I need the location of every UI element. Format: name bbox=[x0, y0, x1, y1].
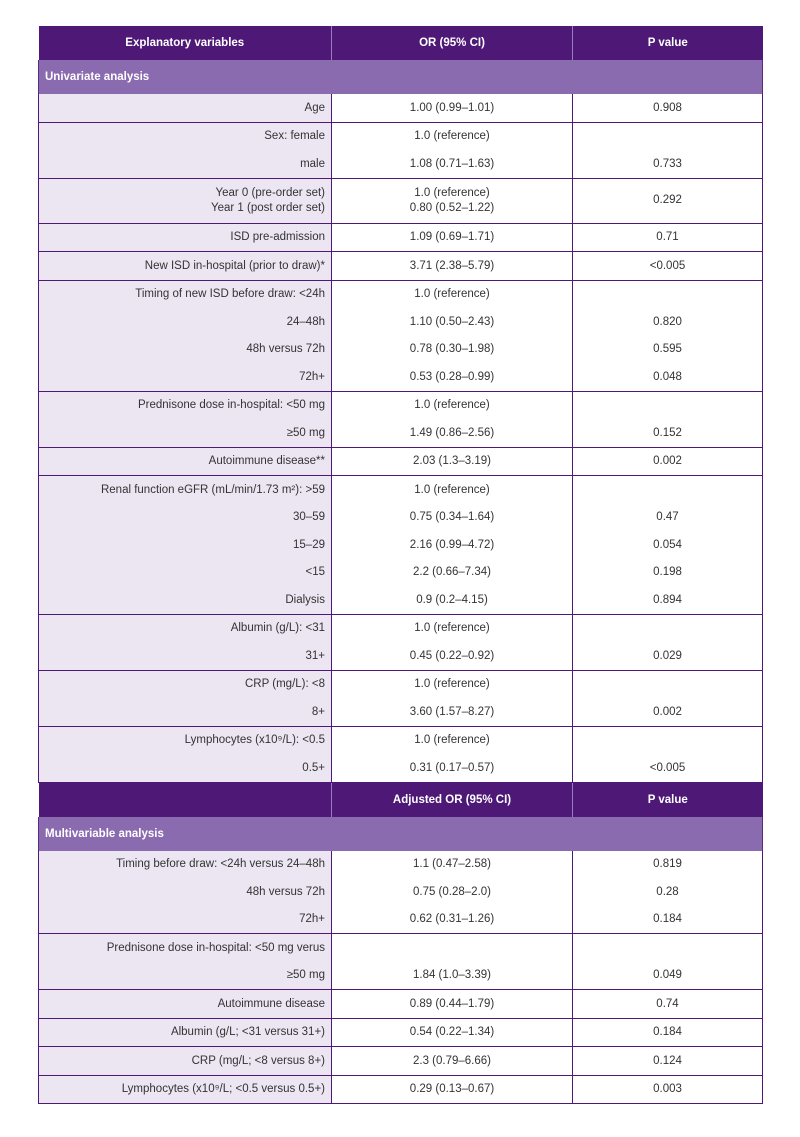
odds-ratio: 0.9 (0.2–4.15) bbox=[332, 586, 573, 614]
table-header bbox=[39, 26, 763, 60]
p-value: 0.002 bbox=[573, 698, 763, 726]
odds-ratio: 1.10 (0.50–2.43) bbox=[332, 308, 573, 336]
p-value: 0.819 bbox=[573, 851, 763, 879]
odds-ratio: 1.0 (reference) bbox=[332, 391, 573, 419]
odds-ratio: 0.75 (0.34–1.64) bbox=[332, 504, 573, 532]
p-value: 0.894 bbox=[573, 586, 763, 614]
odds-ratio: 0.31 (0.17–0.57) bbox=[332, 754, 573, 782]
table-row bbox=[39, 642, 763, 670]
header-adjusted-or: Adjusted OR (95% CI) bbox=[332, 782, 573, 817]
p-value: <0.005 bbox=[573, 252, 763, 281]
p-value: 0.28 bbox=[573, 878, 763, 906]
table-row bbox=[39, 94, 763, 122]
table-row bbox=[39, 531, 763, 559]
odds-ratio: 2.2 (0.66–7.34) bbox=[332, 559, 573, 587]
odds-ratio-line: 0.80 (0.52–1.22) bbox=[409, 201, 495, 214]
table-row bbox=[39, 698, 763, 726]
variable-label: ≥50 mg bbox=[39, 419, 332, 447]
table-row bbox=[39, 670, 763, 698]
table-row bbox=[39, 363, 763, 391]
p-value: 0.820 bbox=[573, 308, 763, 336]
variable-label: 72h+ bbox=[39, 363, 332, 391]
p-value: 0.733 bbox=[573, 150, 763, 178]
odds-ratio: 0.75 (0.28–2.0) bbox=[332, 878, 573, 906]
odds-ratio-table bbox=[38, 26, 763, 1104]
p-value: 0.124 bbox=[573, 1047, 763, 1076]
p-value: 0.152 bbox=[573, 419, 763, 447]
header-variables bbox=[39, 782, 332, 817]
table-row bbox=[39, 223, 763, 252]
table-row bbox=[39, 754, 763, 782]
variable-label: 0.5+ bbox=[39, 754, 332, 782]
p-value: 0.908 bbox=[573, 94, 763, 122]
odds-ratio bbox=[332, 934, 573, 962]
p-value: 0.71 bbox=[573, 223, 763, 252]
p-value: 0.595 bbox=[573, 336, 763, 364]
table-row bbox=[39, 1018, 763, 1047]
variable-label: 31+ bbox=[39, 642, 332, 670]
p-value: 0.198 bbox=[573, 559, 763, 587]
section-title: Univariate analysis bbox=[39, 60, 763, 94]
p-value bbox=[573, 476, 763, 504]
p-value: 0.054 bbox=[573, 531, 763, 559]
p-value: 0.184 bbox=[573, 1018, 763, 1047]
variable-label: male bbox=[39, 150, 332, 178]
odds-ratio: 0.78 (0.30–1.98) bbox=[332, 336, 573, 364]
variable-label: 15–29 bbox=[39, 531, 332, 559]
p-value bbox=[573, 670, 763, 698]
table-row bbox=[39, 391, 763, 419]
section-univariate bbox=[39, 60, 763, 94]
table-row bbox=[39, 586, 763, 614]
p-value: 0.003 bbox=[573, 1075, 763, 1104]
odds-ratio: 2.03 (1.3–3.19) bbox=[332, 447, 573, 476]
variable-label: Albumin (g/L): <31 bbox=[39, 614, 332, 642]
variable-label: 24–48h bbox=[39, 308, 332, 336]
variable-label: CRP (mg/L): <8 bbox=[39, 670, 332, 698]
odds-ratio: 1.49 (0.86–2.56) bbox=[332, 419, 573, 447]
table-row bbox=[39, 419, 763, 447]
variable-label bbox=[39, 178, 332, 223]
table-row bbox=[39, 150, 763, 178]
p-value: 0.002 bbox=[573, 447, 763, 476]
variable-label: 48h versus 72h bbox=[39, 878, 332, 906]
variable-label: <15 bbox=[39, 559, 332, 587]
table-row bbox=[39, 280, 763, 308]
p-value: 0.029 bbox=[573, 642, 763, 670]
variable-label: Dialysis bbox=[39, 586, 332, 614]
odds-ratio: 0.29 (0.13–0.67) bbox=[332, 1075, 573, 1104]
table-row bbox=[39, 504, 763, 532]
variable-label: Autoimmune disease** bbox=[39, 447, 332, 476]
p-value bbox=[573, 280, 763, 308]
variable-label-line: Year 0 (pre-order set) bbox=[215, 186, 325, 199]
table-row bbox=[39, 851, 763, 879]
odds-ratio: 1.0 (reference) bbox=[332, 280, 573, 308]
variable-label: 30–59 bbox=[39, 504, 332, 532]
section-multivariable bbox=[39, 817, 763, 851]
table-row bbox=[39, 336, 763, 364]
table-row bbox=[39, 178, 763, 223]
odds-ratio: 1.0 (reference) bbox=[332, 122, 573, 150]
section-title: Multivariable analysis bbox=[39, 817, 763, 851]
odds-ratio: 3.71 (2.38–5.79) bbox=[332, 252, 573, 281]
odds-ratio: 1.0 (reference) bbox=[332, 670, 573, 698]
variable-label: Lymphocytes (x10⁹/L): <0.5 bbox=[39, 726, 332, 754]
table-row bbox=[39, 614, 763, 642]
p-value bbox=[573, 614, 763, 642]
odds-ratio: 1.08 (0.71–1.63) bbox=[332, 150, 573, 178]
variable-label: 8+ bbox=[39, 698, 332, 726]
header-p-value: P value bbox=[573, 782, 763, 817]
variable-label: ≥50 mg bbox=[39, 962, 332, 990]
table-header-adjusted bbox=[39, 782, 763, 817]
table-row bbox=[39, 252, 763, 281]
table-row bbox=[39, 878, 763, 906]
p-value bbox=[573, 934, 763, 962]
table-row bbox=[39, 726, 763, 754]
variable-label: 72h+ bbox=[39, 906, 332, 934]
variable-label: Autoimmune disease bbox=[39, 990, 332, 1019]
variable-label: ISD pre-admission bbox=[39, 223, 332, 252]
variable-label-line: Year 1 (post order set) bbox=[211, 201, 325, 214]
variable-label: Albumin (g/L; <31 versus 31+) bbox=[39, 1018, 332, 1047]
header-or: OR (95% CI) bbox=[332, 26, 573, 60]
odds-ratio: 0.53 (0.28–0.99) bbox=[332, 363, 573, 391]
table-row bbox=[39, 962, 763, 990]
odds-ratio: 1.84 (1.0–3.39) bbox=[332, 962, 573, 990]
variable-label: Timing before draw: <24h versus 24–48h bbox=[39, 851, 332, 879]
table-row bbox=[39, 1075, 763, 1104]
p-value bbox=[573, 122, 763, 150]
table-row bbox=[39, 476, 763, 504]
table-row bbox=[39, 934, 763, 962]
variable-label: Lymphocytes (x10⁹/L; <0.5 versus 0.5+) bbox=[39, 1075, 332, 1104]
odds-ratio: 0.54 (0.22–1.34) bbox=[332, 1018, 573, 1047]
p-value: 0.184 bbox=[573, 906, 763, 934]
odds-ratio: 1.1 (0.47–2.58) bbox=[332, 851, 573, 879]
p-value: 0.47 bbox=[573, 504, 763, 532]
variable-label: Timing of new ISD before draw: <24h bbox=[39, 280, 332, 308]
p-value: 0.74 bbox=[573, 990, 763, 1019]
p-value bbox=[573, 391, 763, 419]
table-row bbox=[39, 906, 763, 934]
p-value: 0.049 bbox=[573, 962, 763, 990]
table-row bbox=[39, 122, 763, 150]
variable-label: 48h versus 72h bbox=[39, 336, 332, 364]
table-row bbox=[39, 447, 763, 476]
header-variables: Explanatory variables bbox=[39, 26, 332, 60]
odds-ratio: 0.89 (0.44–1.79) bbox=[332, 990, 573, 1019]
variable-label: CRP (mg/L; <8 versus 8+) bbox=[39, 1047, 332, 1076]
odds-ratio: 1.09 (0.69–1.71) bbox=[332, 223, 573, 252]
odds-ratio: 0.62 (0.31–1.26) bbox=[332, 906, 573, 934]
odds-ratio-line: 1.0 (reference) bbox=[414, 186, 490, 199]
header-p-value: P value bbox=[573, 26, 763, 60]
variable-label: Age bbox=[39, 94, 332, 122]
p-value bbox=[573, 726, 763, 754]
table-row bbox=[39, 1047, 763, 1076]
odds-ratio: 0.45 (0.22–0.92) bbox=[332, 642, 573, 670]
variable-label: Sex: female bbox=[39, 122, 332, 150]
odds-ratio: 2.3 (0.79–6.66) bbox=[332, 1047, 573, 1076]
p-value: 0.048 bbox=[573, 363, 763, 391]
table-row bbox=[39, 990, 763, 1019]
odds-ratio: 2.16 (0.99–4.72) bbox=[332, 531, 573, 559]
variable-label: Prednisone dose in-hospital: <50 mg verus bbox=[39, 934, 332, 962]
odds-ratio bbox=[332, 178, 573, 223]
table-row bbox=[39, 559, 763, 587]
p-value: 0.292 bbox=[573, 178, 763, 223]
table-row bbox=[39, 308, 763, 336]
p-value: <0.005 bbox=[573, 754, 763, 782]
variable-label: New ISD in-hospital (prior to draw)* bbox=[39, 252, 332, 281]
variable-label: Prednisone dose in-hospital: <50 mg bbox=[39, 391, 332, 419]
odds-ratio: 1.0 (reference) bbox=[332, 726, 573, 754]
odds-ratio: 1.0 (reference) bbox=[332, 614, 573, 642]
odds-ratio: 3.60 (1.57–8.27) bbox=[332, 698, 573, 726]
variable-label: Renal function eGFR (mL/min/1.73 m²): >59 bbox=[39, 476, 332, 504]
odds-ratio: 1.00 (0.99–1.01) bbox=[332, 94, 573, 122]
odds-ratio: 1.0 (reference) bbox=[332, 476, 573, 504]
